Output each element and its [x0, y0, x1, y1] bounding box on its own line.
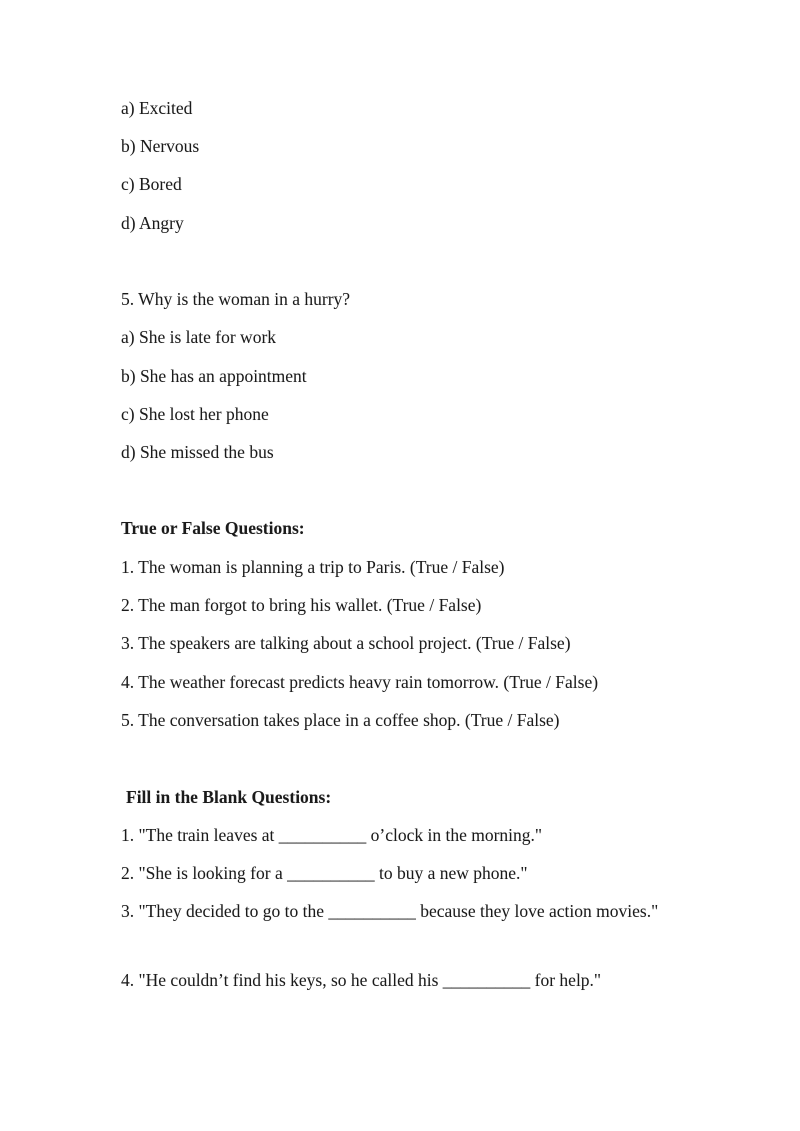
fill-blank-item: 1. "The train leaves at __________ o’clock in the morning." — [121, 825, 543, 845]
q4-option-b: b) Nervous — [121, 136, 200, 156]
fill-blank-item: 2. "She is looking for a __________ to buy a new phone." — [121, 863, 528, 883]
true-false-heading: True or False Questions: — [121, 518, 305, 538]
fill-blank-item: 4. "He couldn’t find his keys, so he called his __________ for help." — [121, 970, 602, 990]
q5-option-a: a) She is late for work — [121, 327, 277, 347]
q4-option-c: c) Bored — [121, 174, 182, 194]
true-false-item: 5. The conversation takes place in a coffee shop. (True / False) — [121, 710, 560, 730]
q5-option-c: c) She lost her phone — [121, 404, 269, 424]
q5-option-b: b) She has an appointment — [121, 366, 307, 386]
true-false-item: 1. The woman is planning a trip to Paris. (True / False) — [121, 557, 505, 577]
true-false-item: 2. The man forgot to bring his wallet. (True / False) — [121, 595, 482, 615]
q5-question: 5. Why is the woman in a hurry? — [121, 289, 351, 309]
true-false-item: 3. The speakers are talking about a school project. (True / False) — [121, 633, 571, 653]
fill-blank-heading: Fill in the Blank Questions: — [126, 787, 332, 807]
true-false-item: 4. The weather forecast predicts heavy rain tomorrow. (True / False) — [121, 672, 599, 692]
q4-option-a: a) Excited — [121, 98, 193, 118]
q5-option-d: d) She missed the bus — [121, 442, 274, 462]
q4-option-d: d) Angry — [121, 213, 184, 233]
fill-blank-item: 3. "They decided to go to the __________ because they love action movies." — [121, 901, 659, 921]
